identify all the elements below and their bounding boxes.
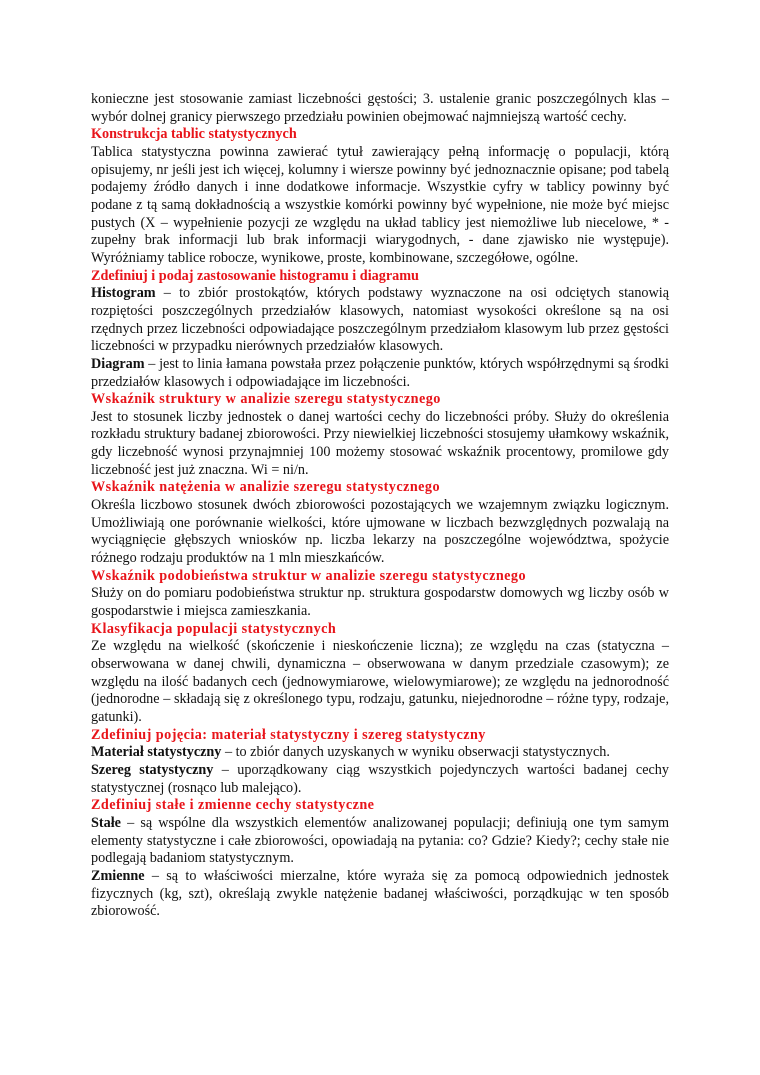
heading-material-szereg: Zdefiniuj pojęcia: materiał statystyczny i szereg statystyczny <box>91 726 486 743</box>
paragraph-material <box>91 744 669 762</box>
paragraph-zmienne <box>91 868 669 921</box>
paragraph-szereg <box>91 762 669 797</box>
heading-klasyfikacja: Klasyfikacja populacji statystycznych <box>91 620 337 637</box>
definition-material: – to zbiór danych uzyskanych w wyniku obserwacji statystycznych. <box>221 744 610 761</box>
heading-wskaznik-podobienstwa: Wskaźnik podobieństwa struktur w analizie szeregu statystycznego <box>91 567 526 584</box>
intro-paragraph: konieczne jest stosowanie zamiast liczebności gęstości; 3. ustalenie granic poszczególnych klas – wybór dolnej granicy pierwszego przedziału powinien obejmować najmniejszą wartość cechy. <box>91 91 669 125</box>
term-histogram: Histogram <box>91 285 156 302</box>
paragraph-diagram <box>91 356 669 391</box>
term-diagram: Diagram <box>91 355 145 372</box>
definition-diagram: – jest to linia łamana powstała przez połączenie punktów, których współrzędnymi są środki przedziałów klasowych i odpowiadające im liczebności. <box>91 355 669 390</box>
term-zmienne: Zmienne <box>91 867 145 884</box>
paragraph-histogram <box>91 285 669 356</box>
term-szereg: Szereg statystyczny <box>91 761 214 778</box>
definition-stale: – są wspólne dla wszystkich elementów analizowanej populacji; definiują one tym samym elementy statystyczne i całe zbiorowości, opowiadają na pytania: co? Gdzie? Kiedy?; cechy stałe nie podlegają badaniom statystycznym. <box>91 814 669 867</box>
definition-histogram: – to zbiór prostokątów, których podstawy wyznaczone na osi odciętych stanowią rozpiętości poszczególnych przedziałów klasowych, natomiast wysokości określone są na osi rzędnych przez liczebności odpowiadające poszczególnym przedziałom klasowym lub przez gęstości liczebności w przypadku nierównych przedziałów klasowych. <box>91 285 669 355</box>
paragraph-wskaznik-struktury: Jest to stosunek liczby jednostek o danej wartości cechy do liczebności próby. Służy do określenia rozkładu struktury badanej zbiorowości. Przy niewielkiej liczebności stosujemy ułamkowy wskaźnik, gdy liczebność wynosi przynajmniej 100 możemy stosować wskaźnik procentowy, promilowe gdy liczebność jest już znaczna. Wi = ni/n. <box>91 408 669 478</box>
paragraph-wskaznik-podobienstwa: Służy on do pomiaru podobieństwa struktur np. struktura gospodarstw domowych wg liczby osób w gospodarstwie i miejsca zamieszkania. <box>91 585 669 620</box>
term-stale: Stałe <box>91 814 121 831</box>
paragraph-stale <box>91 815 669 868</box>
paragraph-tablice: Tablica statystyczna powinna zawierać tytuł zawierający pełną informację o populacji, którą opisujemy, nr jeśli jest ich więcej, kolumny i wiersze powinny być jednoznacznie opisane; pod tabelą podajemy źródło danych i inne dodatkowe informacje. Wszystkie cyfry w tablicy powinny być podane z tą samą dokładnością a wszystkie komórki powinny być wypełnione, nie może być miejsc pustych (X – wypełnienie pozycji ze względu na układ tablicy jest niemożliwe lub niecelowe, * - zupełny brak informacji lub brak informacji wiarygodnych, - dane zjawisko nie występuje). Wyróżniamy tablice robocze, wynikowe, proste, kombinowane, szczegółowe, ogólne. <box>91 143 669 266</box>
definition-zmienne: – są to właściwości mierzalne, które wyraża się za pomocą odpowiednich jednostek fizycznych (kg, szt), określają zwykle natężenie badanej właściwości, porządkując w ten sposób zbiorowość. <box>91 867 669 920</box>
paragraph-klasyfikacja: Ze względu na wielkość (skończenie i nieskończenie liczna); ze względu na czas (statyczna – obserwowana w danej chwili, dynamiczna – obserwowana w danym przedziale czasowym); ze względu na ilość badanych cech (jednowymiarowe, wielowymiarowe); ze względu na jednorodność (jednorodne – składają się z określonego typu, rodzaju, gatunku, niejednorodne – różne typy, rodzaje, gatunki). <box>91 638 669 725</box>
heading-wskaznik-natezenia: Wskaźnik natężenia w analizie szeregu statystycznego <box>91 479 441 496</box>
term-material: Materiał statystyczny <box>91 744 222 761</box>
definition-szereg: – uporządkowany ciąg wszystkich pojedynczych wartości badanej cechy statystycznej (rosnąco lub malejąco). <box>91 761 669 796</box>
paragraph-wskaznik-natezenia: Określa liczbowo stosunek dwóch zbiorowości pozostających we wzajemnym związku logicznym. Umożliwiają one porównanie wielkości, które ujmowane w liczbach bezwzględnych pozwalają na wyciągnięcie głębszych wniosków np. liczba lekarzy na poszczególne województwa, spożycie różnego rodzaju produktów na 1 mln mieszkańców. <box>91 497 669 567</box>
heading-histogram: Zdefiniuj i podaj zastosowanie histogramu i diagramu <box>91 267 419 284</box>
heading-stale-zmienne: Zdefiniuj stałe i zmienne cechy statystyczne <box>91 797 375 814</box>
heading-tablice: Konstrukcja tablic statystycznych <box>91 126 297 143</box>
document-page <box>91 91 669 921</box>
heading-wskaznik-struktury: Wskaźnik struktury w analizie szeregu statystycznego <box>91 391 441 408</box>
